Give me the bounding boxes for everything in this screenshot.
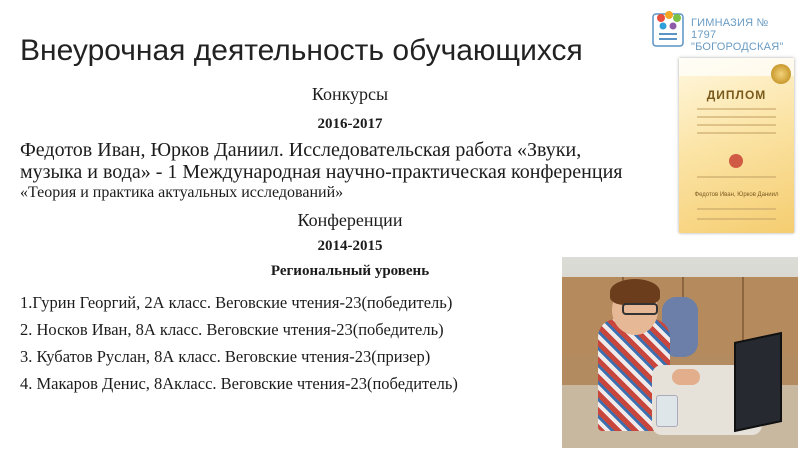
list-item: 1.Гурин Георгий, 2А класс. Веговские чтения-23(победитель) — [20, 293, 453, 312]
photo-hand — [672, 369, 700, 385]
list-item: 2. Носков Иван, 8А класс. Веговские чтения-23(победитель) — [20, 320, 444, 339]
diploma-line — [697, 116, 776, 118]
water-glass-icon — [656, 395, 678, 427]
contests-line-3: «Теория и практика актуальных исследований» — [20, 184, 344, 201]
diploma-image — [679, 58, 794, 233]
diploma-line — [697, 218, 776, 220]
logo-icon — [651, 8, 687, 48]
seal-icon — [771, 64, 791, 84]
diploma-names: Федотов Иван, Юрков Даниил — [694, 192, 779, 198]
logo-line1: ГИМНАЗИЯ № 1797 — [691, 17, 769, 41]
list-item: 3. Кубатов Руслан, 8А класс. Веговские чтения-23(призер) — [20, 347, 431, 366]
diploma-line — [697, 132, 776, 134]
diploma-line — [697, 124, 776, 126]
contests-paragraph — [20, 139, 680, 203]
conferences-list — [20, 289, 458, 397]
contests-line-1: Федотов Иван, Юрков Даниил. Исследовательская работа «Звуки, — [20, 139, 582, 161]
contests-year: 2016-2017 — [317, 116, 383, 132]
photo-student-hair — [610, 279, 660, 305]
diploma-line — [697, 108, 776, 110]
contests-heading: Конкурсы — [311, 84, 389, 104]
school-logo — [651, 8, 796, 53]
list-item: 4. Макаров Денис, 8Акласс. Веговские чтения-23(победитель) — [20, 374, 458, 393]
glasses-icon — [622, 303, 658, 315]
students-photo — [562, 257, 798, 448]
diploma-title: ДИПЛОМ — [706, 88, 767, 102]
slide-title: Внеурочная деятельность обучающихся — [20, 34, 583, 67]
conferences-heading: Конференции — [297, 210, 403, 230]
conferences-year: 2014-2015 — [317, 238, 383, 254]
conferences-level: Региональный уровень — [270, 263, 430, 279]
emblem-icon — [729, 154, 743, 168]
diploma-line — [697, 208, 776, 210]
laptop-icon — [734, 332, 782, 432]
logo-line2: "БОГОРОДСКАЯ" — [691, 41, 784, 53]
contests-line-2: музыка и вода» - 1 Международная научно-практическая конференция — [20, 161, 623, 183]
logo-text — [691, 17, 796, 53]
diploma-line — [697, 176, 776, 178]
